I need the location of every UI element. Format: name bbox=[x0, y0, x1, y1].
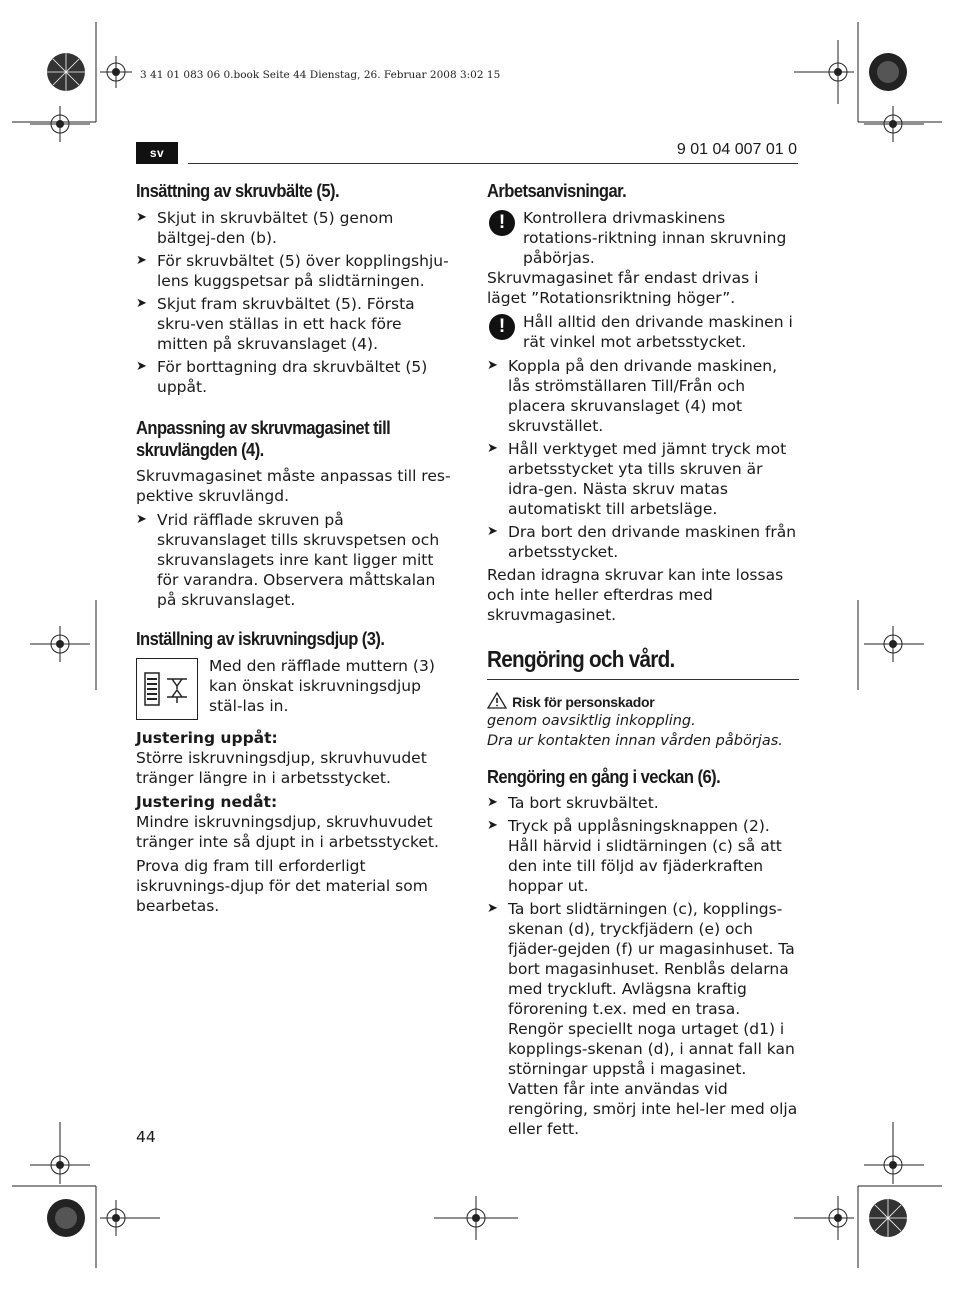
depth-intro-box bbox=[136, 656, 452, 720]
exclamation-circle-icon: ! bbox=[489, 210, 515, 236]
warning-angle-text: Håll alltid den drivande maskinen i rät vinkel mot arbetsstycket. bbox=[523, 313, 793, 351]
section-insert-belt bbox=[136, 180, 452, 397]
section-adjust-magazine bbox=[136, 417, 452, 610]
arrow-bullet-icon: ➤ bbox=[487, 818, 498, 833]
arrow-bullet-icon: ➤ bbox=[487, 795, 498, 810]
depth-down-label: Justering nedåt: bbox=[136, 793, 278, 811]
section-depth bbox=[136, 628, 452, 916]
arrow-bullet-icon: ➤ bbox=[487, 358, 498, 373]
warning-angle bbox=[487, 312, 799, 352]
section-title-insert-belt: Insättning av skruvbälte (5). bbox=[136, 181, 340, 201]
list-item: ➤ För borttagning dra skruvbältet (5) uppåt. bbox=[136, 358, 428, 396]
arrow-bullet-icon: ➤ bbox=[136, 296, 147, 311]
exclamation-circle-icon: ! bbox=[489, 314, 515, 340]
adjust-magazine-steps bbox=[136, 510, 452, 610]
list-item: ➤ Håll verktyget med jämnt tryck mot arbetsstycket yta tills skruven är idra-gen. Nästa skruv matas automatiskt till arbetsläge. bbox=[487, 440, 787, 518]
list-item: ➤ Dra bort den drivande maskinen från arbetsstycket. bbox=[487, 523, 797, 561]
depth-outro: Prova dig fram till erforderligt iskruvnings-djup för det material som bearbetas. bbox=[136, 857, 428, 915]
warning-rotation-text: Kontrollera drivmaskinens rotations-riktning innan skruvning påbörjas. bbox=[523, 209, 787, 267]
risk-line-1: genom oavsiktlig inkoppling. bbox=[487, 713, 696, 729]
section-title-cleaning: Rengöring och vård. bbox=[487, 646, 675, 672]
work-outro: Redan idragna skruvar kan inte lossas och inte heller efterdras med skruvmagasinet. bbox=[487, 566, 784, 624]
arrow-bullet-icon: ➤ bbox=[136, 512, 147, 527]
depth-up-text: Större iskruvningsdjup, skruvhuvudet tränger längre in i arbetsstycket. bbox=[136, 749, 427, 787]
language-tag: sv bbox=[136, 142, 178, 164]
section-title-work-instructions: Arbetsanvisningar. bbox=[487, 181, 627, 201]
registration-mark-top-right bbox=[869, 53, 907, 91]
warning-triangle-icon bbox=[487, 692, 507, 709]
list-item: ➤ För skruvbältet (5) över kopplingshju-lens kuggspetsar på slidtärningen. bbox=[136, 252, 449, 290]
cleaning-steps bbox=[487, 793, 799, 1139]
list-item: ➤ Tryck på upplåsningsknappen (2). Håll härvid i slidtärningen (c) så att den inte till följd av fjäderkraften hoppar ut. bbox=[487, 817, 782, 895]
insert-belt-steps bbox=[136, 208, 452, 397]
arrow-bullet-icon: ➤ bbox=[136, 210, 147, 225]
risk-title: Risk för personskador bbox=[512, 694, 655, 710]
depth-scale-icon bbox=[136, 658, 198, 720]
print-book-line: 3 41 01 083 06 0.book Seite 44 Dienstag, 26. Februar 2008 3:02 15 bbox=[140, 69, 501, 81]
warning-rotation bbox=[487, 208, 799, 268]
list-item: ➤ Skjut in skruvbältet (5) genom bältgej-den (b). bbox=[136, 209, 394, 247]
section-title-weekly-cleaning: Rengöring en gång i veckan (6). bbox=[487, 767, 721, 787]
rotation-note: Skruvmagasinet får endast drivas i läget ”Rotationsriktning höger”. bbox=[487, 269, 759, 307]
list-item: ➤ Koppla på den drivande maskinen, lås strömställaren Till/Från och placera skruvanslaget (4) mot skruvstället. bbox=[487, 357, 778, 435]
depth-down-text: Mindre iskruvningsdjup, skruvhuvudet tränger inte så djupt in i arbetsstycket. bbox=[136, 813, 439, 851]
list-item: ➤ Ta bort slidtärningen (c), kopplings-skenan (d), tryckfjädern (e) och fjäder-gejden (f) ur magasinhuset. Ta bort magasinhuset. Renblås delarna med tryckluft. Avlägsna kraftig förorening t.ex. med en trasa. Rengör speciellt noga urtaget (d1) i kopplings-skenan (d), i annat fall kan störningar uppstå i magasinet. Vatten får inte användas vid rengöring, smörj inte hel-ler med olja eller fett. bbox=[487, 900, 798, 1138]
arrow-bullet-icon: ➤ bbox=[136, 253, 147, 268]
depth-intro: Med den räfflade muttern (3) kan önskat iskruvningsdjup stäl-las in. bbox=[209, 657, 435, 715]
right-column bbox=[487, 180, 799, 1142]
page-number: 44 bbox=[136, 1128, 156, 1146]
registration-mark-top-left bbox=[47, 53, 85, 91]
section-work-instructions bbox=[487, 180, 799, 625]
list-item: ➤ Ta bort skruvbältet. bbox=[487, 794, 659, 812]
arrow-bullet-icon: ➤ bbox=[136, 359, 147, 374]
left-column bbox=[136, 180, 452, 916]
list-item: ➤ Vrid räfflade skruven på skruvanslaget tills skruvspetsen och skruvanslagets inre kant ligger mitt för varandra. Observera måttskalan på skruvanslaget. bbox=[136, 511, 440, 609]
registration-mark-bottom-right bbox=[869, 1199, 907, 1237]
header-rule bbox=[188, 163, 798, 164]
list-item: ➤ Skjut fram skruvbältet (5). Första skru-ven ställas in ett hack före mitten på skruvanslaget (4). bbox=[136, 295, 415, 353]
risk-line-2: Dra ur kontakten innan vården påbörjas. bbox=[487, 733, 783, 749]
adjust-magazine-intro: Skruvmagasinet måste anpassas till res-pektive skruvlängd. bbox=[136, 467, 451, 505]
section-title-adjust-magazine: Anpassning av skruvmagasinet till skruvlängden (4). bbox=[136, 418, 391, 460]
work-steps bbox=[487, 356, 799, 562]
section-cleaning bbox=[487, 645, 799, 1139]
arrow-bullet-icon: ➤ bbox=[487, 441, 498, 456]
arrow-bullet-icon: ➤ bbox=[487, 524, 498, 539]
registration-mark-bottom-left bbox=[47, 1199, 85, 1237]
risk-heading bbox=[487, 692, 799, 711]
arrow-bullet-icon: ➤ bbox=[487, 901, 498, 916]
section-title-depth: Inställning av iskruvningsdjup (3). bbox=[136, 629, 385, 649]
cleaning-rule bbox=[487, 679, 799, 680]
depth-up-label: Justering uppåt: bbox=[136, 729, 278, 747]
part-number: 9 01 04 007 01 0 bbox=[676, 141, 797, 158]
